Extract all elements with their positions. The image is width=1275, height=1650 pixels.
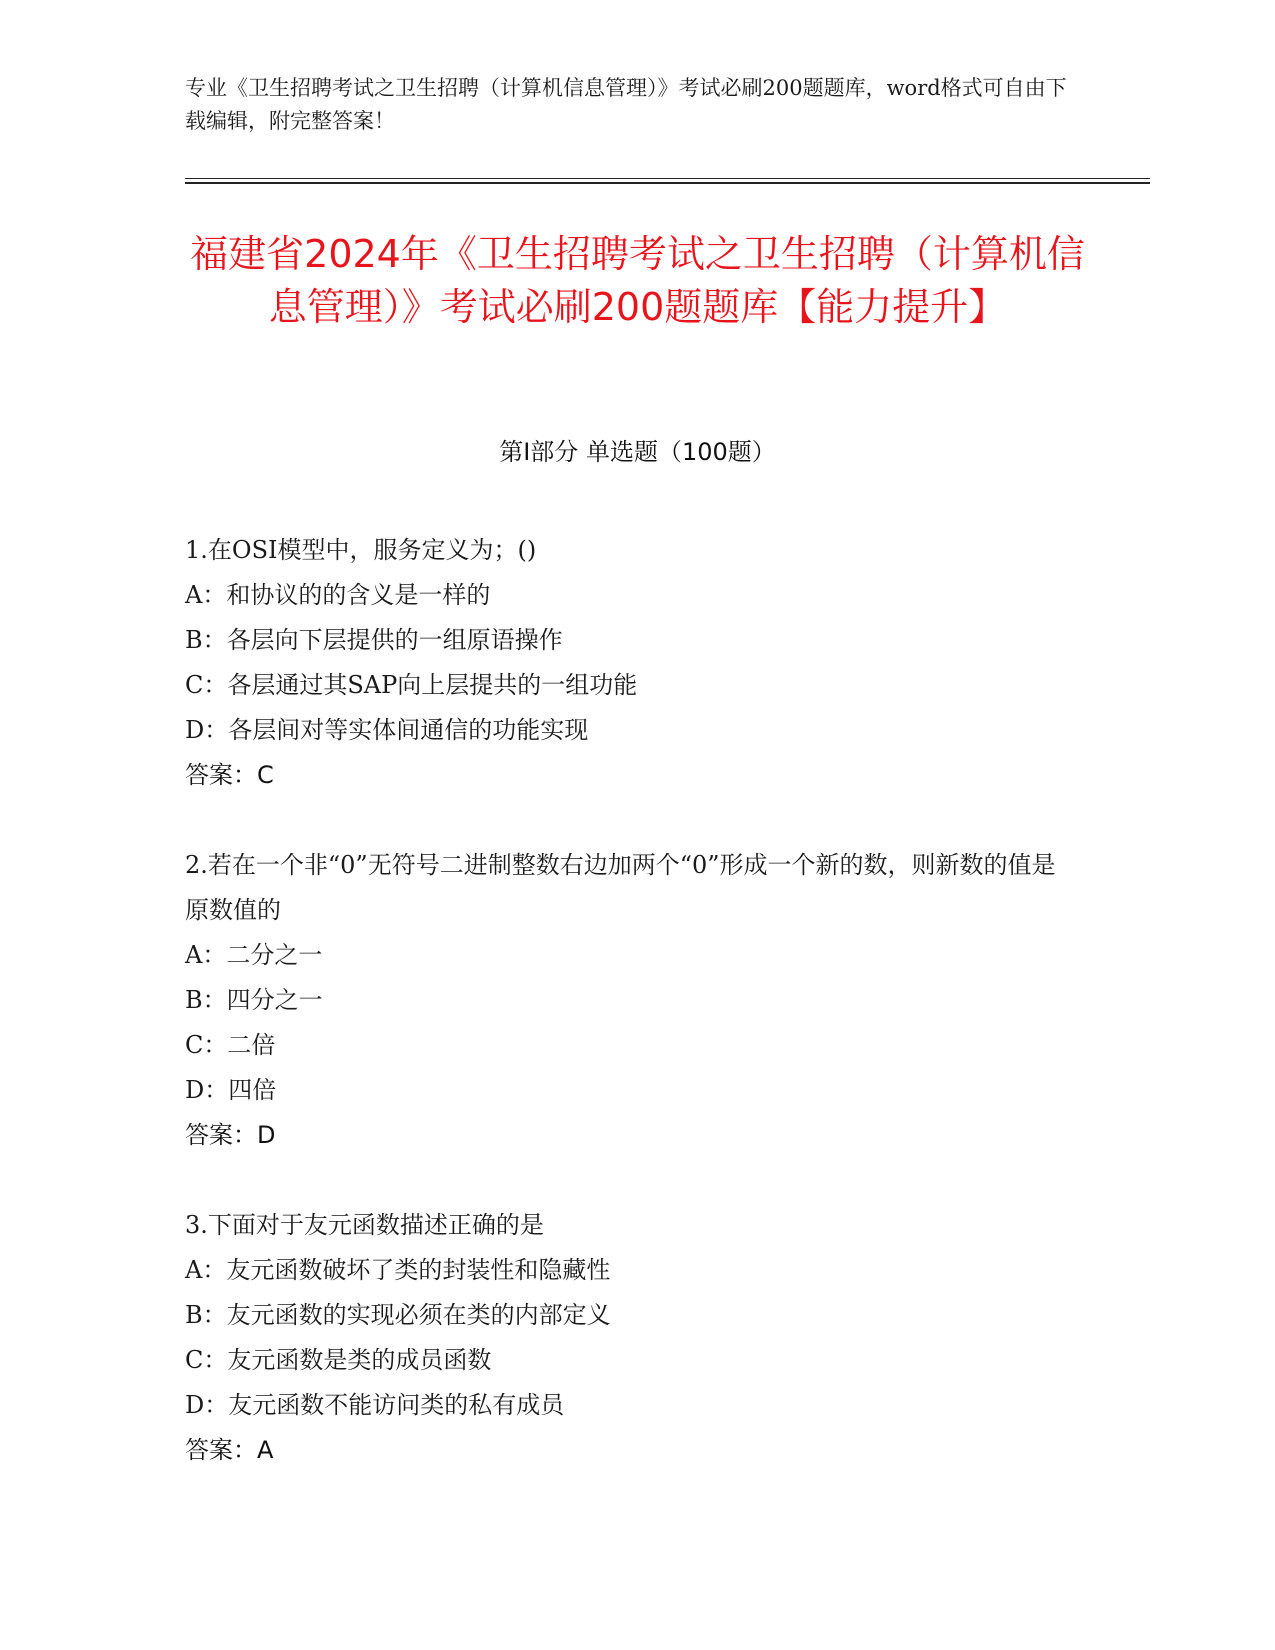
header-divider-top: [185, 178, 1150, 179]
option-c: C：友元函数是类的成员函数: [185, 1346, 492, 1374]
answer: 答案：C: [185, 761, 274, 789]
option-a: A：二分之一: [185, 941, 323, 969]
question-stem: 1.在OSI模型中，服务定义为；(): [185, 536, 537, 564]
option-b: B：友元函数的实现必须在类的内部定义: [185, 1301, 611, 1329]
question-stem: 2.若在一个非“0”无符号二进制整数右边加两个“0”形成一个新的数，则新数的值是原数值的: [185, 851, 1056, 924]
question-3: [185, 1203, 1065, 1473]
question-2: [185, 843, 1065, 1158]
header-note: 专业《卫生招聘考试之卫生招聘（计算机信息管理）》考试必刷200题题库，word格式可自由下载编辑，附完整答案！: [185, 76, 1067, 133]
option-b: B：四分之一: [185, 986, 323, 1014]
option-a: A：和协议的的含义是一样的: [185, 581, 491, 609]
question-list: [185, 528, 1065, 1518]
answer: 答案：A: [185, 1436, 274, 1464]
option-c: C：各层通过其SAP向上层提共的一组功能: [185, 671, 638, 699]
document-title: 福建省2024年《卫生招聘考试之卫生招聘（计算机信息管理）》考试必刷200题题库【能力提升】: [190, 232, 1085, 329]
option-d: D：四倍: [185, 1076, 277, 1104]
option-a: A：友元函数破坏了类的封装性和隐藏性: [185, 1256, 611, 1284]
option-d: D：各层间对等实体间通信的功能实现: [185, 716, 589, 744]
answer: 答案：D: [185, 1121, 276, 1149]
question-stem: 3.下面对于友元函数描述正确的是: [185, 1211, 544, 1239]
option-b: B：各层向下层提供的一组原语操作: [185, 626, 563, 654]
option-c: C：二倍: [185, 1031, 276, 1059]
section-title: 第I部分 单选题（100题）: [499, 438, 776, 466]
header-divider-bottom: [185, 182, 1150, 184]
option-d: D：友元函数不能访问类的私有成员: [185, 1391, 565, 1419]
question-1: [185, 528, 1065, 798]
